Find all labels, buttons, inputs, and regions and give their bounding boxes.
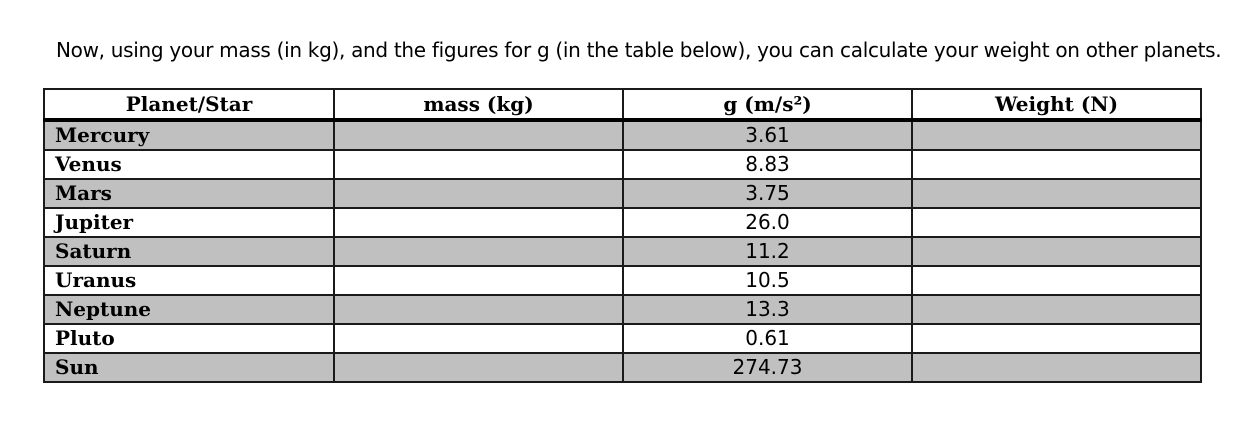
planet-name: Pluto: [44, 324, 334, 353]
weight-cell[interactable]: [912, 324, 1201, 353]
mass-cell[interactable]: [334, 266, 623, 295]
table-row: [44, 237, 1201, 266]
weight-cell[interactable]: [912, 295, 1201, 324]
table-row: [44, 208, 1201, 237]
g-value: 11.2: [623, 237, 912, 266]
g-value: 10.5: [623, 266, 912, 295]
planet-name: Jupiter: [44, 208, 334, 237]
table-row: [44, 120, 1201, 150]
planet-name: Uranus: [44, 266, 334, 295]
mass-cell[interactable]: [334, 237, 623, 266]
weight-cell[interactable]: [912, 208, 1201, 237]
weight-cell[interactable]: [912, 179, 1201, 208]
planet-name: Mars: [44, 179, 334, 208]
table-row: [44, 295, 1201, 324]
planet-gravity-table: [43, 88, 1202, 383]
weight-cell[interactable]: [912, 237, 1201, 266]
mass-cell[interactable]: [334, 120, 623, 150]
planet-name: Sun: [44, 353, 334, 382]
mass-cell[interactable]: [334, 295, 623, 324]
g-value: 3.61: [623, 120, 912, 150]
header-mass: mass (kg): [334, 89, 623, 120]
header-g: g (m/s²): [623, 89, 912, 120]
planet-name: Venus: [44, 150, 334, 179]
weight-cell[interactable]: [912, 353, 1201, 382]
table-row: [44, 324, 1201, 353]
table-row: [44, 266, 1201, 295]
mass-cell[interactable]: [334, 150, 623, 179]
mass-cell[interactable]: [334, 179, 623, 208]
mass-cell[interactable]: [334, 208, 623, 237]
intro-paragraph: Now, using your mass (in kg), and the figures for g (in the table below), you can calculate your weight on other planets.: [56, 38, 1222, 62]
mass-cell[interactable]: [334, 324, 623, 353]
g-value: 26.0: [623, 208, 912, 237]
table-row: [44, 179, 1201, 208]
g-value: 13.3: [623, 295, 912, 324]
weight-cell[interactable]: [912, 120, 1201, 150]
planet-name: Neptune: [44, 295, 334, 324]
planet-name: Mercury: [44, 120, 334, 150]
table-row: [44, 353, 1201, 382]
weight-cell[interactable]: [912, 150, 1201, 179]
mass-cell[interactable]: [334, 353, 623, 382]
table-header-row: [44, 89, 1201, 120]
g-value: 0.61: [623, 324, 912, 353]
weight-cell[interactable]: [912, 266, 1201, 295]
table-row: [44, 150, 1201, 179]
g-value: 274.73: [623, 353, 912, 382]
header-weight: Weight (N): [912, 89, 1201, 120]
planet-name: Saturn: [44, 237, 334, 266]
g-value: 3.75: [623, 179, 912, 208]
header-planet-star: Planet/Star: [44, 89, 334, 120]
g-value: 8.83: [623, 150, 912, 179]
